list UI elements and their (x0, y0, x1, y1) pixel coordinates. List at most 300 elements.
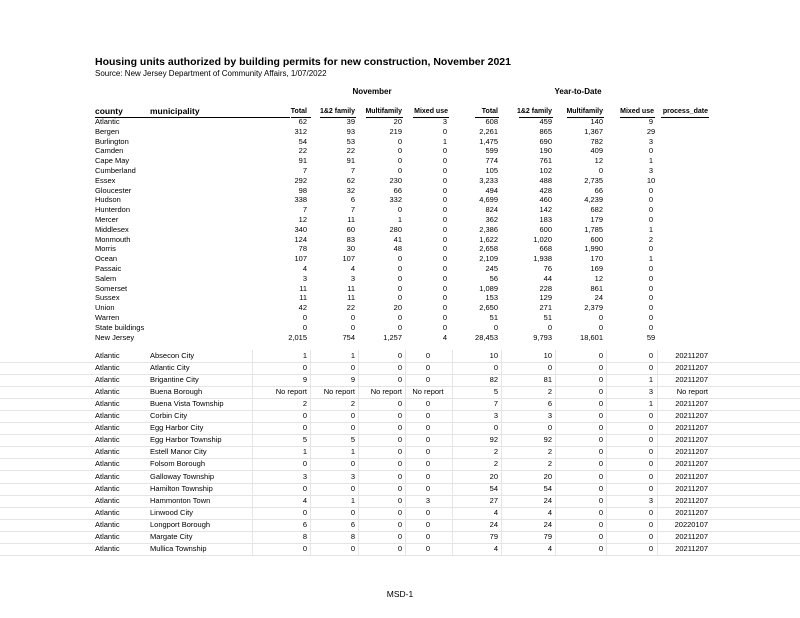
cell-total: 0 (302, 411, 307, 421)
county-name: Salem (95, 273, 117, 283)
cell-process-date: 20211207 (675, 507, 708, 517)
cell-ytd-family: 129 (539, 293, 552, 303)
cell-ytd-total: 27 (489, 495, 498, 505)
cell-ytd-total: 2,109 (479, 254, 498, 264)
cell-ytd-multifamily: 0 (598, 435, 603, 445)
county-name: Sussex (95, 293, 120, 303)
cell-total: 1 (302, 447, 307, 457)
cell-mixed: 0 (442, 303, 448, 313)
cell-multifamily: 0 (397, 507, 402, 517)
county-name: Hudson (95, 195, 121, 205)
cell-total: 312 (294, 126, 307, 136)
cell-ytd-mixed: 3 (648, 166, 654, 175)
cell-family: 3 (350, 471, 355, 481)
cell-mixed: 1 (442, 136, 448, 146)
cell-mixed: 3 (425, 495, 431, 505)
cell-ytd-family: 24 (543, 519, 552, 529)
cell-process-date: 20211207 (675, 471, 708, 481)
cell-ytd-mixed: 3 (648, 387, 654, 397)
cell-family: 11 (347, 283, 355, 293)
county-row (0, 186, 800, 196)
cell-ytd-mixed: 0 (648, 293, 654, 303)
cell-ytd-total: 2 (493, 447, 498, 457)
county-name: Middlesex (95, 224, 129, 234)
municipality-name: Folsom Borough (150, 459, 206, 469)
cell-mixed: 0 (442, 146, 448, 156)
cell-ytd-mixed: 0 (648, 146, 654, 156)
cell-ytd-mixed: 0 (648, 411, 654, 421)
cell-total: 91 (298, 156, 307, 166)
cell-ytd-mixed: 0 (648, 185, 654, 195)
municipality-row (0, 446, 800, 459)
county-name: Atlantic (95, 447, 120, 457)
cell-ytd-multifamily: 0 (598, 423, 603, 433)
cell-ytd-family: 2 (547, 387, 552, 397)
cell-total: 5 (302, 435, 307, 445)
cell-process-date: 20211207 (675, 435, 708, 445)
cell-multifamily: 0 (397, 205, 402, 215)
cell-ytd-family: 4 (547, 543, 552, 553)
cell-ytd-multifamily: 0 (598, 313, 603, 322)
cell-family: 9 (350, 375, 355, 385)
cell-ytd-family: 6 (547, 399, 552, 409)
cell-ytd-family: 54 (543, 483, 552, 493)
cell-mixed: 0 (425, 507, 431, 517)
county-name: Cumberland (95, 166, 136, 175)
cell-ytd-multifamily: 0 (598, 531, 603, 541)
cell-process-date: No report (676, 387, 708, 397)
cell-total: 3 (302, 471, 307, 481)
cell-ytd-mixed: 9 (648, 117, 654, 126)
cell-ytd-multifamily: 169 (590, 264, 603, 273)
cell-family: 53 (346, 136, 355, 146)
municipality-row (0, 350, 800, 363)
cell-mixed: 0 (442, 185, 448, 195)
cell-process-date: 20211207 (675, 363, 708, 373)
cell-total: No report (275, 387, 307, 397)
municipality-name: Hammonton Town (150, 495, 211, 505)
cell-ytd-family: 2 (547, 459, 552, 469)
cell-mixed: 0 (442, 244, 448, 254)
cell-ytd-mixed: 0 (648, 363, 654, 373)
cell-multifamily: 230 (389, 175, 402, 185)
county-row (0, 195, 800, 205)
cell-multifamily: 20 (393, 117, 402, 126)
cell-multifamily: 0 (397, 313, 402, 322)
municipality-row (0, 386, 800, 399)
county-name: State buildings (95, 322, 145, 332)
cell-family: 83 (346, 234, 355, 244)
county-name: Ocean (95, 254, 118, 264)
cell-total: 7 (302, 166, 307, 175)
county-name: Atlantic (95, 495, 120, 505)
cell-process-date: 20211207 (675, 351, 708, 360)
cell-family: 1 (350, 351, 355, 360)
municipality-name: Estell Manor City (150, 447, 207, 457)
cell-ytd-mixed: 0 (648, 322, 654, 332)
cell-multifamily: 0 (397, 411, 402, 421)
cell-total: 6 (302, 519, 307, 529)
cell-ytd-multifamily: 0 (598, 519, 603, 529)
cell-mixed: 0 (425, 375, 431, 385)
county-name: Union (95, 303, 115, 313)
cell-ytd-mixed: 1 (648, 399, 654, 409)
cell-ytd-family: 76 (543, 264, 552, 273)
municipality-row (0, 543, 800, 556)
cell-ytd-multifamily: 140 (590, 117, 603, 126)
county-row (0, 117, 800, 127)
cell-multifamily: 0 (397, 543, 402, 553)
municipality-name: Buena Borough (150, 387, 203, 397)
cell-total: 54 (298, 136, 307, 146)
cell-total: 1 (302, 351, 307, 360)
cell-family: 11 (347, 293, 355, 303)
cell-ytd-family: 9,793 (533, 332, 552, 342)
cell-process-date: 20211207 (675, 483, 708, 493)
cell-ytd-family: 3 (547, 411, 552, 421)
cell-ytd-mixed: 1 (648, 156, 654, 166)
county-name: Atlantic (95, 375, 120, 385)
county-name: Atlantic (95, 117, 120, 126)
county-row (0, 225, 800, 235)
cell-multifamily: 0 (397, 447, 402, 457)
cell-ytd-family: 183 (539, 215, 552, 224)
cell-ytd-family: 0 (547, 363, 552, 373)
county-name: Passaic (95, 264, 122, 273)
cell-ytd-total: 3,233 (479, 175, 498, 185)
cell-ytd-family: 761 (539, 156, 552, 166)
cell-family: 3 (350, 273, 355, 283)
cell-ytd-total: 0 (493, 322, 498, 332)
county-name: Atlantic (95, 363, 120, 373)
cell-mixed: 0 (442, 254, 448, 264)
cell-process-date: 20220107 (674, 519, 708, 529)
cell-ytd-total: 1,475 (479, 136, 498, 146)
cell-family: 0 (350, 411, 355, 421)
cell-mixed: 0 (425, 459, 431, 469)
cell-ytd-mixed: 0 (648, 195, 654, 205)
cell-ytd-family: 79 (543, 531, 552, 541)
cell-ytd-family: 0 (547, 423, 552, 433)
county-name: Atlantic (95, 519, 120, 529)
column-header-ytd-total: Total (481, 108, 498, 115)
cell-multifamily: 0 (397, 459, 402, 469)
municipality-name: Buena Vista Township (150, 399, 224, 409)
cell-multifamily: 0 (397, 146, 402, 156)
cell-multifamily: 0 (397, 531, 402, 541)
cell-mixed: 0 (442, 224, 448, 234)
cell-ytd-total: 599 (485, 146, 498, 156)
cell-ytd-total: 5 (493, 387, 498, 397)
cell-ytd-multifamily: 0 (598, 483, 603, 493)
cell-ytd-mixed: 0 (648, 273, 654, 283)
cell-ytd-family: 1,020 (533, 234, 552, 244)
cell-ytd-mixed: 0 (648, 244, 654, 254)
cell-ytd-total: 2,658 (479, 244, 498, 254)
cell-ytd-mixed: 1 (648, 224, 654, 234)
cell-ytd-total: 51 (489, 313, 498, 322)
cell-total: 8 (302, 531, 307, 541)
cell-mixed: 3 (442, 117, 448, 126)
cell-multifamily: 0 (397, 483, 402, 493)
cell-ytd-multifamily: 1,367 (584, 126, 603, 136)
cell-mixed: 0 (442, 195, 448, 205)
cell-ytd-total: 774 (485, 156, 498, 166)
cell-ytd-mixed: 0 (648, 423, 654, 433)
county-name: Monmouth (95, 234, 131, 244)
cell-ytd-family: 459 (539, 117, 552, 126)
cell-family: 6 (350, 195, 355, 205)
cell-family: 8 (350, 531, 355, 541)
cell-total: 2,015 (288, 332, 307, 342)
cell-process-date: 20211207 (675, 411, 708, 421)
cell-total: 4 (302, 495, 307, 505)
county-row (0, 323, 800, 333)
cell-ytd-mixed: 0 (648, 215, 654, 224)
cell-ytd-total: 92 (489, 435, 498, 445)
cell-ytd-family: 460 (539, 195, 552, 205)
cell-total: 11 (299, 283, 307, 293)
cell-family: 6 (350, 519, 355, 529)
municipality-name: Linwood City (150, 507, 193, 517)
municipality-row (0, 422, 800, 435)
cell-ytd-mixed: 2 (648, 234, 654, 244)
municipality-name: Margate City (150, 531, 193, 541)
cell-mixed: 0 (425, 447, 431, 457)
county-name: Atlantic (95, 483, 120, 493)
column-header-ytd-family: 1&2 family (516, 108, 552, 115)
cell-total: 7 (302, 205, 307, 215)
county-row (0, 205, 800, 215)
cell-multifamily: 0 (397, 519, 402, 529)
cell-total: 340 (294, 224, 307, 234)
cell-ytd-multifamily: 2,735 (584, 175, 603, 185)
cell-ytd-total: 362 (485, 215, 498, 224)
cell-multifamily: 0 (397, 156, 402, 166)
cell-ytd-multifamily: 1,990 (584, 244, 603, 254)
cell-ytd-total: 2,261 (479, 126, 498, 136)
cell-family: 62 (346, 175, 355, 185)
cell-ytd-mixed: 0 (648, 531, 654, 541)
municipality-row (0, 471, 800, 484)
cell-ytd-total: 3 (493, 411, 498, 421)
municipality-name: Corbin City (150, 411, 188, 421)
cell-process-date: 20211207 (675, 447, 708, 457)
municipality-row (0, 434, 800, 447)
column-header-ytd-mixed: Mixed use (620, 108, 654, 115)
cell-mixed: 0 (425, 363, 431, 373)
cell-ytd-total: 1,622 (479, 234, 498, 244)
cell-ytd-multifamily: 0 (598, 507, 603, 517)
cell-ytd-multifamily: 0 (598, 495, 603, 505)
column-header-ytd-multifamily: Multifamily (566, 108, 603, 115)
cell-multifamily: 0 (397, 471, 402, 481)
cell-ytd-multifamily: 600 (590, 234, 603, 244)
cell-mixed: 0 (425, 519, 431, 529)
cell-ytd-family: 0 (547, 322, 552, 332)
cell-total: 42 (298, 303, 307, 313)
cell-ytd-total: 494 (485, 185, 498, 195)
cell-ytd-total: 608 (485, 117, 498, 126)
county-name: Bergen (95, 126, 120, 136)
municipality-row (0, 374, 800, 387)
cell-ytd-family: 10 (543, 351, 552, 360)
county-name: Morris (95, 244, 116, 254)
cell-family: 30 (346, 244, 355, 254)
cell-ytd-multifamily: 4,239 (584, 195, 603, 205)
cell-ytd-family: 20 (543, 471, 552, 481)
cell-family: 754 (342, 332, 355, 342)
cell-family: 7 (350, 205, 355, 215)
cell-total: 62 (298, 117, 307, 126)
cell-mixed: 0 (442, 264, 448, 273)
cell-multifamily: 0 (397, 264, 402, 273)
cell-ytd-multifamily: 170 (590, 254, 603, 264)
column-header-process-date: process_date (662, 108, 708, 115)
cell-mixed: 0 (425, 543, 431, 553)
municipality-row (0, 495, 800, 508)
cell-ytd-family: 271 (539, 303, 552, 313)
cell-ytd-mixed: 0 (648, 303, 654, 313)
cell-multifamily: 0 (397, 166, 402, 175)
cell-ytd-total: 2,650 (479, 303, 498, 313)
cell-ytd-family: 2 (547, 447, 552, 457)
cell-ytd-mixed: 0 (648, 471, 654, 481)
cell-mixed: 0 (442, 205, 448, 215)
cell-mixed: 0 (442, 283, 448, 293)
cell-ytd-total: 82 (489, 375, 498, 385)
municipality-name: Atlantic City (150, 363, 190, 373)
cell-family: 107 (342, 254, 355, 264)
cell-ytd-family: 668 (539, 244, 552, 254)
cell-ytd-total: 0 (493, 363, 498, 373)
cell-multifamily: 66 (393, 185, 402, 195)
cell-ytd-multifamily: 0 (598, 363, 603, 373)
cell-total: 2 (302, 399, 307, 409)
cell-ytd-total: 2,386 (479, 224, 498, 234)
cell-ytd-total: 20 (489, 471, 498, 481)
cell-total: 0 (302, 423, 307, 433)
county-row (0, 137, 800, 147)
cell-family: 11 (347, 215, 355, 224)
cell-total: 12 (298, 215, 307, 224)
municipality-row (0, 458, 800, 471)
county-name: Camden (95, 146, 124, 156)
cell-ytd-family: 142 (539, 205, 552, 215)
cell-total: 124 (294, 234, 307, 244)
county-name: Warren (95, 313, 120, 322)
cell-mixed: 0 (425, 483, 431, 493)
cell-total: 107 (294, 254, 307, 264)
cell-ytd-multifamily: 0 (598, 387, 603, 397)
cell-multifamily: 0 (397, 495, 402, 505)
cell-family: 0 (350, 543, 355, 553)
column-header-county: county (95, 106, 123, 116)
county-row (0, 284, 800, 294)
cell-total: 0 (302, 313, 307, 322)
cell-multifamily: 0 (397, 254, 402, 264)
county-name: Atlantic (95, 435, 120, 445)
cell-mixed: 0 (425, 351, 431, 360)
cell-mixed: No report (412, 387, 444, 397)
cell-ytd-multifamily: 18,601 (580, 332, 603, 342)
cell-mixed: 0 (442, 322, 448, 332)
municipality-row (0, 507, 800, 520)
cell-ytd-multifamily: 0 (598, 471, 603, 481)
cell-mixed: 0 (442, 156, 448, 166)
cell-mixed: 0 (442, 166, 448, 175)
cell-ytd-total: 824 (485, 205, 498, 215)
county-row (0, 127, 800, 137)
county-name: Somerset (95, 283, 128, 293)
cell-family: 60 (346, 224, 355, 234)
cell-ytd-mixed: 0 (648, 507, 654, 517)
group-header-november: November (352, 87, 392, 96)
cell-ytd-multifamily: 12 (594, 273, 603, 283)
cell-multifamily: 219 (389, 126, 402, 136)
cell-ytd-multifamily: 2,379 (584, 303, 603, 313)
cell-multifamily: 0 (397, 283, 402, 293)
cell-ytd-multifamily: 66 (594, 185, 603, 195)
municipality-name: Longport Borough (150, 519, 211, 529)
cell-ytd-mixed: 0 (648, 313, 654, 322)
cell-mixed: 0 (442, 234, 448, 244)
cell-mixed: 0 (442, 293, 448, 303)
cell-ytd-multifamily: 0 (598, 322, 603, 332)
cell-mixed: 4 (442, 332, 448, 342)
county-row (0, 293, 800, 303)
county-name: Atlantic (95, 387, 120, 397)
cell-ytd-total: 245 (485, 264, 498, 273)
cell-ytd-multifamily: 0 (598, 459, 603, 469)
cell-ytd-multifamily: 782 (590, 136, 603, 146)
cell-total: 3 (302, 273, 307, 283)
group-header-ytd: Year-to-Date (554, 87, 602, 96)
cell-ytd-mixed: 0 (648, 483, 654, 493)
county-row (0, 215, 800, 225)
cell-ytd-family: 488 (539, 175, 552, 185)
cell-multifamily: 0 (397, 423, 402, 433)
municipality-name: Absecon City (150, 351, 195, 360)
cell-multifamily: 0 (397, 375, 402, 385)
cell-ytd-total: 1,089 (479, 283, 498, 293)
cell-process-date: 20211207 (675, 531, 708, 541)
cell-family: 0 (350, 363, 355, 373)
cell-process-date: 20211207 (675, 459, 708, 469)
cell-multifamily: No report (370, 387, 402, 397)
cell-ytd-mixed: 1 (648, 375, 654, 385)
cell-total: 22 (298, 146, 307, 156)
cell-ytd-total: 2 (493, 459, 498, 469)
county-name: Hunterdon (95, 205, 131, 215)
cell-ytd-multifamily: 861 (590, 283, 603, 293)
county-name: Mercer (95, 215, 119, 224)
county-row (0, 166, 800, 176)
cell-ytd-family: 190 (539, 146, 552, 156)
municipality-name: Brigantine City (150, 375, 199, 385)
cell-multifamily: 0 (397, 435, 402, 445)
county-row (0, 156, 800, 166)
cell-mixed: 0 (442, 175, 448, 185)
cell-ytd-multifamily: 682 (590, 205, 603, 215)
municipality-name: Egg Harbor Township (150, 435, 222, 445)
county-name: Atlantic (95, 411, 120, 421)
cell-ytd-family: 44 (543, 273, 552, 283)
cell-family: 22 (346, 146, 355, 156)
county-row (0, 274, 800, 284)
cell-multifamily: 0 (397, 293, 402, 303)
cell-ytd-multifamily: 0 (598, 411, 603, 421)
